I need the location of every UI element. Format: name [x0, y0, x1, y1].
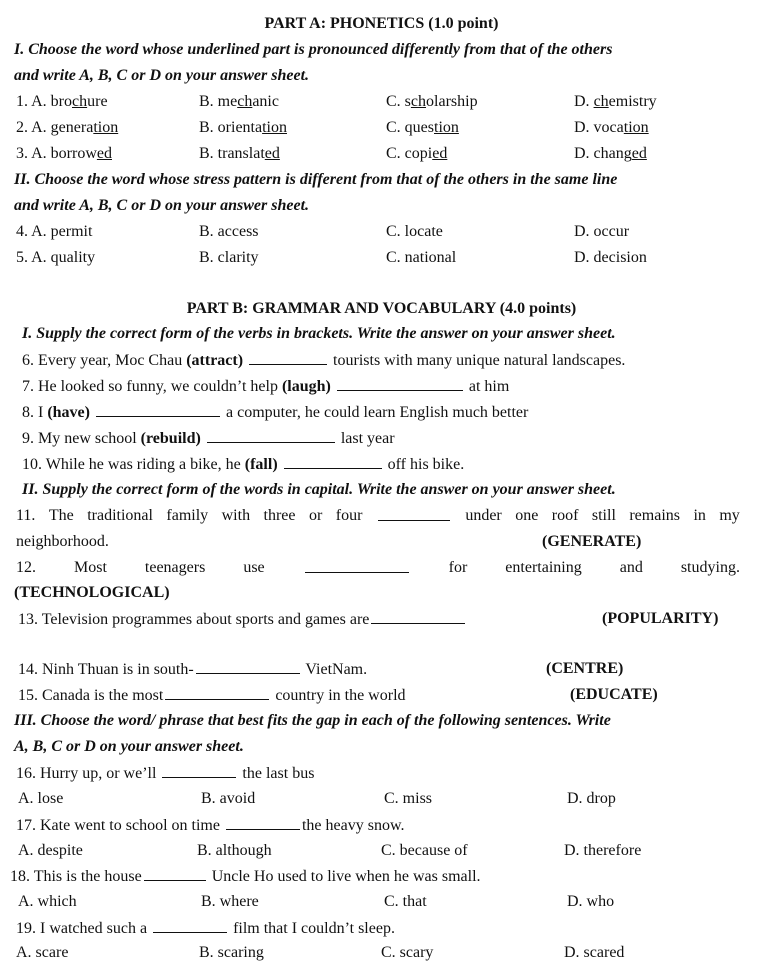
q12-sentence: 12. Most teenagers use for entertaining and studying. [16, 559, 740, 576]
q19-answer-blank[interactable] [153, 918, 227, 933]
q9-sentence: 9. My new school (rebuild) last year [22, 430, 395, 447]
q15-answer-blank[interactable] [165, 685, 269, 700]
q12-keyword: (TECHNOLOGICAL) [14, 584, 170, 601]
q1-option-d: D. chemistry [574, 93, 657, 110]
q9-answer-blank[interactable] [207, 428, 335, 443]
q5-option-a: 5. A. quality [16, 249, 96, 266]
q17-option-b: B. although [197, 842, 272, 859]
q17-answer-blank[interactable] [226, 815, 300, 830]
part-b-instruction-2: II. Supply the correct form of the words in capital. Write the answer on your answer sheet. [22, 481, 616, 498]
q18-option-d: D. who [567, 893, 615, 910]
q16-option-c: C. miss [384, 790, 433, 807]
q15-keyword: (EDUCATE) [570, 686, 658, 703]
q17-option-a: A. despite [18, 842, 83, 859]
q19-option-c: C. scary [381, 944, 434, 961]
q17-sentence: 17. Kate went to school on time the heavy snow. [16, 817, 405, 834]
q14-answer-blank[interactable] [196, 659, 300, 674]
q13-answer-blank[interactable] [371, 609, 465, 624]
part-a-instruction-2b: and write A, B, C or D on your answer sheet. [14, 197, 310, 214]
q19-option-d: D. scared [564, 944, 625, 961]
q2-option-a: 2. A. generation [16, 119, 119, 136]
q6-answer-blank[interactable] [249, 350, 327, 365]
q14-sentence: 14. Ninh Thuan is in south- VietNam. [18, 661, 368, 678]
q10-sentence: 10. While he was riding a bike, he (fall) off his bike. [22, 456, 465, 473]
q7-sentence: 7. He looked so funny, we couldn’t help (laugh) at him [22, 378, 510, 395]
part-a-title: PART A: PHONETICS (1.0 point) [264, 15, 499, 32]
q4-option-c: C. locate [386, 223, 443, 240]
q5-option-b: B. clarity [199, 249, 259, 266]
q19-option-b: B. scaring [199, 944, 264, 961]
q18-option-a: A. which [18, 893, 77, 910]
q2-option-b: B. orientation [199, 119, 287, 136]
q8-sentence: 8. I (have) a computer, he could learn English much better [22, 404, 529, 421]
q19-option-a: A. scare [16, 944, 69, 961]
q4-option-d: D. occur [574, 223, 630, 240]
q17-option-d: D. therefore [564, 842, 642, 859]
q18-answer-blank[interactable] [144, 866, 206, 881]
q17-option-c: C. because of [381, 842, 468, 859]
part-a-instruction-1: I. Choose the word whose underlined part is pronounced differently from that of the others [14, 41, 613, 58]
q19-sentence: 19. I watched such a film that I couldn’t sleep. [16, 920, 395, 937]
q6-sentence: 6. Every year, Moc Chau (attract) tourists with many unique natural landscapes. [22, 352, 626, 369]
q5-option-d: D. decision [574, 249, 647, 266]
q1-option-b: B. mechanic [199, 93, 279, 110]
q14-keyword: (CENTRE) [546, 660, 624, 677]
q3-option-d: D. changed [574, 145, 647, 162]
q7-answer-blank[interactable] [337, 376, 463, 391]
q16-option-d: D. drop [567, 790, 616, 807]
q13-sentence: 13. Television programmes about sports and games are [18, 609, 467, 630]
q10-answer-blank[interactable] [284, 454, 382, 469]
part-b-instruction-1: I. Supply the correct form of the verbs in brackets. Write the answer on your answer sheet. [22, 325, 616, 342]
q2-option-c: C. question [386, 119, 459, 136]
q11-answer-blank[interactable] [378, 506, 450, 521]
q16-answer-blank[interactable] [162, 763, 236, 778]
q8-answer-blank[interactable] [96, 402, 220, 417]
q3-option-b: B. translated [199, 145, 280, 162]
q16-option-b: B. avoid [201, 790, 256, 807]
q16-option-a: A. lose [18, 790, 64, 807]
part-b-instruction-3: III. Choose the word/ phrase that best fits the gap in each of the following sentences. Write [14, 712, 611, 729]
part-b-instruction-3b: A, B, C or D on your answer sheet. [14, 738, 244, 755]
q11-sentence-line1: 11. The traditional family with three or four under one roof still remains in my [16, 507, 740, 524]
q11-keyword: (GENERATE) [542, 533, 642, 550]
q11-sentence-line2: neighborhood. [16, 533, 109, 550]
q12-answer-blank[interactable] [305, 558, 409, 573]
q5-option-c: C. national [386, 249, 457, 266]
q2-option-d: D. vocation [574, 119, 649, 136]
q3-option-c: C. copied [386, 145, 448, 162]
q15-sentence: 15. Canada is the most country in the world [18, 687, 406, 704]
q1-option-c: C. scholarship [386, 93, 478, 110]
part-b-title: PART B: GRAMMAR AND VOCABULARY (4.0 points) [186, 300, 577, 317]
q4-option-a: 4. A. permit [16, 223, 93, 240]
part-a-instruction-2: II. Choose the word whose stress pattern is different from that of the others in the same line [14, 171, 618, 188]
q16-sentence: 16. Hurry up, or we’ll the last bus [16, 765, 315, 782]
q4-option-b: B. access [199, 223, 259, 240]
q1-option-a: 1. A. brochure [16, 93, 108, 110]
q18-sentence: 18. This is the house Uncle Ho used to live when he was small. [10, 868, 481, 885]
q18-option-c: C. that [384, 893, 427, 910]
q18-option-b: B. where [201, 893, 259, 910]
part-a-instruction-1b: and write A, B, C or D on your answer sheet. [14, 67, 310, 84]
q13-keyword: (POPULARITY) [602, 610, 719, 627]
q3-option-a: 3. A. borrowed [16, 145, 112, 162]
